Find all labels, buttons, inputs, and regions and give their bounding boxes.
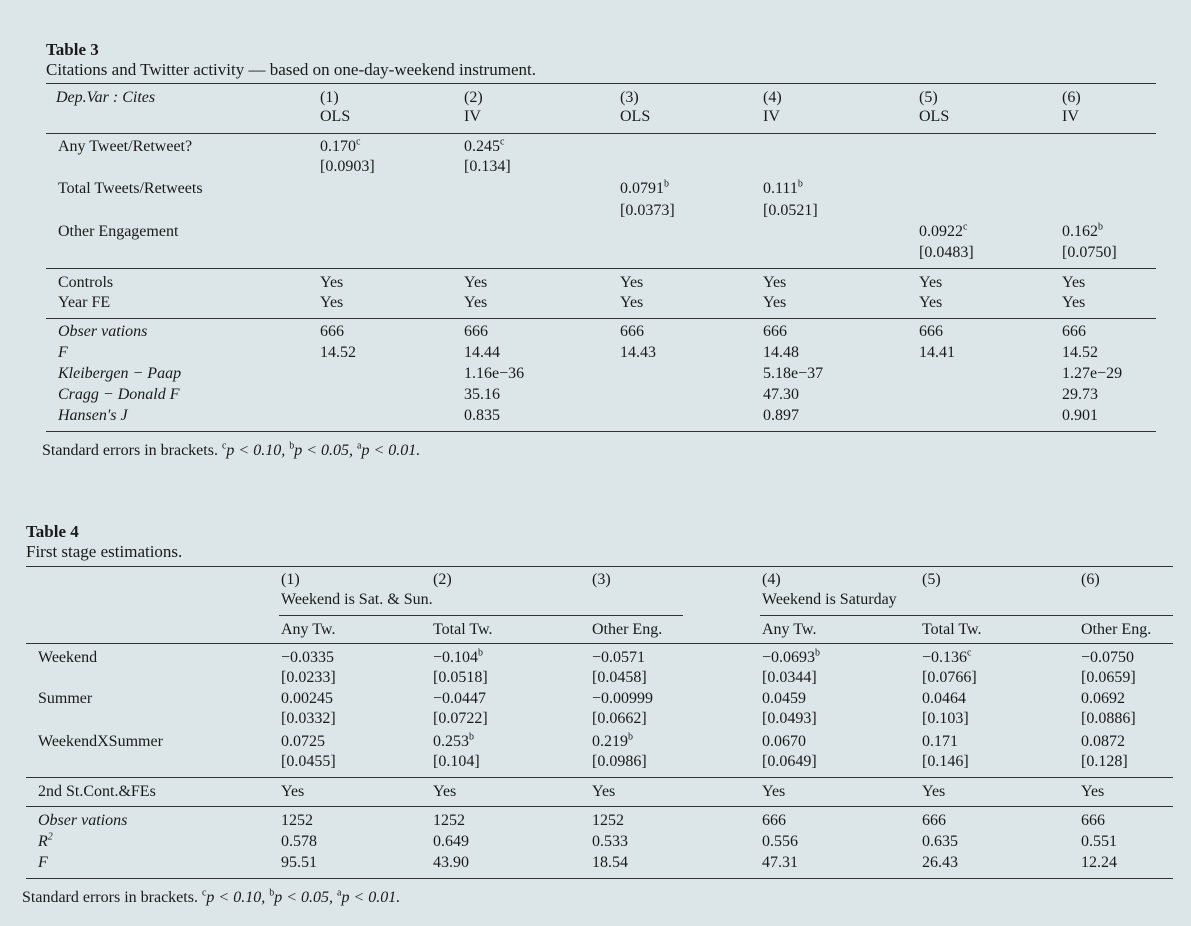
row-label: Weekend — [38, 649, 98, 666]
se-cell: [0.0233] — [281, 669, 336, 686]
group-rule — [279, 615, 683, 616]
value-cell: 0.649 — [433, 833, 469, 850]
sub-header: Other Eng. — [592, 621, 663, 638]
se-cell: [0.0903] — [320, 158, 375, 175]
rule-bottom — [46, 431, 1156, 432]
value-cell: 666 — [763, 323, 787, 340]
value-cell: 0.578 — [281, 833, 317, 850]
value-cell: 29.73 — [1062, 386, 1098, 403]
row-label: Hansen's J — [58, 407, 128, 424]
value-cell: 666 — [464, 323, 488, 340]
row-label: 2nd St.Cont.&FEs — [38, 783, 156, 800]
value-cell: Yes — [919, 274, 943, 291]
col-num: (4) — [762, 571, 781, 588]
value-cell: 1.27e−29 — [1062, 365, 1123, 382]
value-cell: 95.51 — [281, 854, 317, 871]
col-num: (4) — [763, 89, 782, 106]
value-cell: 666 — [919, 323, 943, 340]
value-cell: 47.30 — [763, 386, 799, 403]
se-cell: [0.0766] — [922, 669, 977, 686]
row-label: F — [58, 344, 68, 361]
se-cell: [0.128] — [1081, 753, 1128, 770]
row-label: F — [38, 854, 48, 871]
row-label: Any Tweet/Retweet? — [58, 138, 193, 155]
rule-bottom — [26, 878, 1173, 879]
se-cell: [0.0518] — [433, 669, 488, 686]
coef-cell: 0.253$^b$ — [433, 731, 474, 750]
value-cell: 14.44 — [464, 344, 500, 361]
se-cell: [0.0986] — [592, 753, 647, 770]
value-cell: 0.556 — [762, 833, 798, 850]
value-cell: 0.635 — [922, 833, 958, 850]
se-cell: [0.0659] — [1081, 669, 1136, 686]
se-cell: [0.146] — [922, 753, 969, 770]
coef-cell: 0.0459 — [762, 690, 806, 707]
se-cell: [0.0344] — [762, 669, 817, 686]
col-type: OLS — [620, 108, 651, 125]
se-cell: [0.0455] — [281, 753, 336, 770]
row-label: $R^2$ — [38, 831, 53, 850]
row-label: Summer — [38, 690, 93, 707]
coef-cell: 0.0791$^b$ — [620, 178, 669, 197]
table-3 — [42, 40, 1156, 470]
coef-cell: 0.219$^b$ — [592, 731, 633, 750]
value-cell: Yes — [464, 274, 488, 291]
row-label: Kleibergen − Paap — [58, 365, 182, 382]
value-cell: 1252 — [433, 812, 465, 829]
value-cell: 12.24 — [1081, 854, 1117, 871]
se-cell: [0.0722] — [433, 710, 488, 727]
se-cell: [0.103] — [922, 710, 969, 727]
coef-cell: 0.171 — [922, 733, 958, 750]
coef-cell: −0.0335 — [281, 649, 335, 666]
rule-mid — [46, 318, 1156, 319]
value-cell: 0.897 — [763, 407, 799, 424]
value-cell: 666 — [1062, 323, 1086, 340]
col-type: OLS — [320, 108, 351, 125]
group-header: Weekend is Saturday — [762, 591, 897, 608]
value-cell: 14.52 — [1062, 344, 1098, 361]
coef-cell: −0.00999 — [592, 690, 654, 707]
value-cell: 5.18e−37 — [763, 365, 824, 382]
rule-header — [26, 643, 1173, 644]
rule-mid — [46, 268, 1156, 269]
col-type: OLS — [919, 108, 950, 125]
value-cell: 14.43 — [620, 344, 656, 361]
value-cell: 0.533 — [592, 833, 628, 850]
coef-cell: 0.162$^b$ — [1062, 221, 1103, 240]
coef-cell: 0.0872 — [1081, 733, 1125, 750]
coef-cell: 0.00245 — [281, 690, 333, 707]
value-cell: Yes — [620, 294, 644, 311]
value-cell: 666 — [620, 323, 644, 340]
value-cell: Yes — [922, 783, 946, 800]
value-cell: 26.43 — [922, 854, 958, 871]
value-cell: Yes — [919, 294, 943, 311]
se-cell: [0.0649] — [762, 753, 817, 770]
coef-cell: −0.0447 — [433, 690, 487, 707]
col-num: (6) — [1081, 571, 1100, 588]
col-num: (2) — [433, 571, 452, 588]
row-label: Other Engagement — [58, 223, 179, 240]
col-num: (1) — [281, 571, 300, 588]
value-cell: Yes — [1081, 783, 1105, 800]
se-cell: [0.0483] — [919, 244, 974, 261]
coef-cell: 0.170$^c$ — [320, 136, 361, 155]
se-cell: [0.0373] — [620, 202, 675, 219]
value-cell: 14.41 — [919, 344, 955, 361]
se-cell: [0.134] — [464, 158, 511, 175]
table-3-label: Table 3 — [46, 40, 99, 59]
value-cell: 666 — [320, 323, 344, 340]
value-cell: 35.16 — [464, 386, 500, 403]
value-cell: 0.835 — [464, 407, 500, 424]
se-cell: [0.0458] — [592, 669, 647, 686]
value-cell: Yes — [592, 783, 616, 800]
sub-header: Any Tw. — [762, 621, 817, 638]
sub-header: Any Tw. — [281, 621, 336, 638]
table-4 — [22, 522, 1173, 912]
sub-header: Other Eng. — [1081, 621, 1152, 638]
se-cell: [0.104] — [433, 753, 480, 770]
col-type: IV — [464, 108, 481, 125]
row-label: Cragg − Donald F — [58, 386, 180, 403]
table-4-label: Table 4 — [26, 522, 79, 541]
depvar-label: Dep.Var : Cites — [56, 89, 156, 106]
value-cell: 1252 — [281, 812, 313, 829]
se-cell: [0.0332] — [281, 710, 336, 727]
value-cell: 14.52 — [320, 344, 356, 361]
coef-cell: 0.245$^c$ — [464, 136, 505, 155]
col-num: (2) — [464, 89, 483, 106]
col-num: (6) — [1062, 89, 1081, 106]
rule-mid — [26, 806, 1173, 807]
value-cell: 666 — [1081, 812, 1105, 829]
col-num: (3) — [620, 89, 639, 106]
value-cell: Yes — [320, 294, 344, 311]
col-num: (1) — [320, 89, 339, 106]
col-type: IV — [763, 108, 780, 125]
value-cell: Yes — [464, 294, 488, 311]
rule-top — [46, 83, 1156, 84]
value-cell: Yes — [763, 274, 787, 291]
value-cell: 1252 — [592, 812, 624, 829]
se-cell: [0.0521] — [763, 202, 818, 219]
row-label: Year FE — [58, 294, 111, 311]
se-cell: [0.0750] — [1062, 244, 1117, 261]
table-3-note: Standard errors in brackets. $^c$p < 0.10, $^b$p < 0.05, $^a$p < 0.01. — [42, 440, 421, 459]
value-cell: Yes — [620, 274, 644, 291]
value-cell: Yes — [1062, 294, 1086, 311]
coef-cell: −0.0571 — [592, 649, 646, 666]
row-label: Controls — [58, 274, 114, 291]
coef-cell: 0.0692 — [1081, 690, 1125, 707]
value-cell: Yes — [433, 783, 457, 800]
rule-header — [46, 133, 1156, 134]
table-3-caption: Citations and Twitter activity — based on one-day-weekend instrument. — [46, 60, 536, 79]
value-cell: 0.551 — [1081, 833, 1117, 850]
sub-header: Total Tw. — [433, 621, 493, 638]
coef-cell: 0.0922$^c$ — [919, 221, 968, 240]
col-type: IV — [1062, 108, 1079, 125]
value-cell: 666 — [922, 812, 946, 829]
value-cell: 14.48 — [763, 344, 799, 361]
value-cell: Yes — [281, 783, 305, 800]
value-cell: Yes — [762, 783, 786, 800]
se-cell: [0.0662] — [592, 710, 647, 727]
coef-cell: −0.104$^b$ — [433, 647, 484, 666]
value-cell: 666 — [762, 812, 786, 829]
coef-cell: 0.0670 — [762, 733, 806, 750]
row-label: WeekendXSummer — [38, 733, 163, 750]
coef-cell: 0.0725 — [281, 733, 325, 750]
value-cell: 1.16e−36 — [464, 365, 525, 382]
value-cell: Yes — [763, 294, 787, 311]
coef-cell: −0.0750 — [1081, 649, 1135, 666]
group-header: Weekend is Sat. & Sun. — [281, 591, 433, 608]
coef-cell: −0.136$^c$ — [922, 647, 972, 666]
row-label: Obser vations — [38, 812, 128, 829]
se-cell: [0.0493] — [762, 710, 817, 727]
rule-mid — [26, 777, 1173, 778]
value-cell: 47.31 — [762, 854, 798, 871]
value-cell: 43.90 — [433, 854, 469, 871]
sub-header: Total Tw. — [922, 621, 982, 638]
row-label: Obser vations — [58, 323, 148, 340]
coef-cell: −0.0693$^b$ — [762, 647, 821, 666]
value-cell: 18.54 — [592, 854, 628, 871]
row-label: Total Tweets/Retweets — [58, 180, 203, 197]
value-cell: Yes — [320, 274, 344, 291]
table-4-note: Standard errors in brackets. $^c$p < 0.10, $^b$p < 0.05, $^a$p < 0.01. — [22, 887, 401, 906]
value-cell: 0.901 — [1062, 407, 1098, 424]
table-4-caption: First stage estimations. — [26, 542, 183, 561]
value-cell: Yes — [1062, 274, 1086, 291]
col-num: (5) — [919, 89, 938, 106]
coef-cell: 0.111$^b$ — [763, 178, 803, 197]
rule-top — [26, 566, 1173, 567]
se-cell: [0.0886] — [1081, 710, 1136, 727]
coef-cell: 0.0464 — [922, 690, 966, 707]
col-num: (3) — [592, 571, 611, 588]
col-num: (5) — [922, 571, 941, 588]
group-rule — [760, 615, 1173, 616]
